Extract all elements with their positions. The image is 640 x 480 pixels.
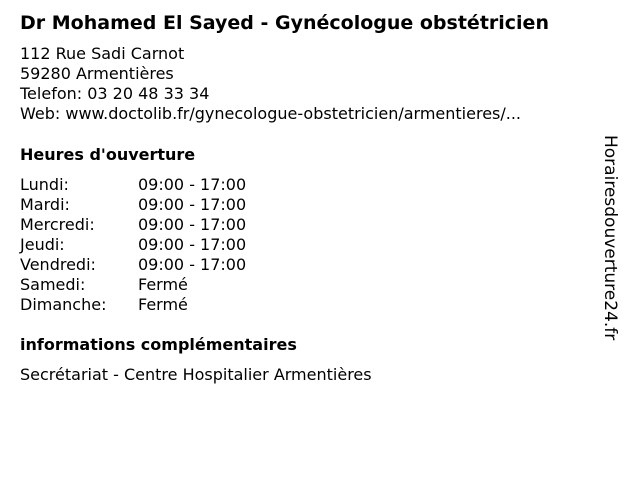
time-value: 09:00 - 17:00 — [138, 195, 247, 214]
time-value: Fermé — [138, 295, 188, 314]
additional-info-text: Secrétariat - Centre Hospitalier Armentières — [20, 365, 372, 384]
day-label: Samedi: — [20, 275, 86, 294]
time-value: 09:00 - 17:00 — [138, 175, 247, 194]
day-label: Mardi: — [20, 195, 70, 214]
site-watermark: Horairesdouverture24.fr — [600, 135, 620, 341]
day-label: Mercredi: — [20, 215, 95, 234]
street-address: 112 Rue Sadi Carnot — [20, 44, 185, 63]
website-link[interactable]: Web: www.doctolib.fr/gynecologue-obstetricien/armentieres/... — [20, 104, 522, 123]
day-label: Jeudi: — [20, 235, 65, 254]
day-label: Vendredi: — [20, 255, 96, 274]
day-label: Lundi: — [20, 175, 69, 194]
time-value: 09:00 - 17:00 — [138, 235, 247, 254]
time-value: Fermé — [138, 275, 188, 294]
city-address: 59280 Armentières — [20, 64, 174, 83]
opening-hours-heading: Heures d'ouverture — [20, 145, 196, 164]
time-value: 09:00 - 17:00 — [138, 215, 247, 234]
day-label: Dimanche: — [20, 295, 107, 314]
time-value: 09:00 - 17:00 — [138, 255, 247, 274]
contact-block — [20, 44, 521, 124]
phone-number: Telefon: 03 20 48 33 34 — [20, 84, 210, 103]
page-title: Dr Mohamed El Sayed - Gynécologue obstétricien — [20, 12, 549, 34]
additional-info-heading: informations complémentaires — [20, 335, 297, 354]
